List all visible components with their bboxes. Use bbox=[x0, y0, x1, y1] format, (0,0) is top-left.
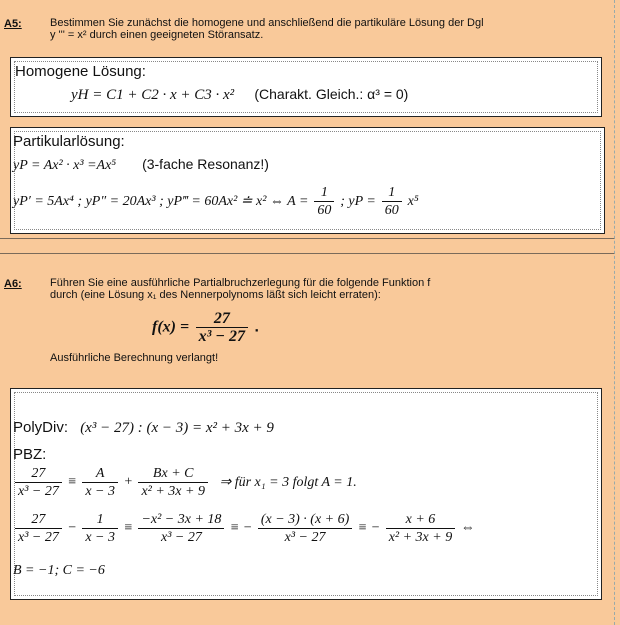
resonance-note: (3-fache Resonanz!) bbox=[142, 156, 269, 172]
section-divider-top bbox=[0, 238, 615, 239]
pbz1-frac-3-den: x² + 3x + 9 bbox=[141, 484, 205, 499]
task-a6-instruction: Ausführliche Berechnung verlangt! bbox=[50, 352, 219, 364]
pbz1-frac-2-num: A bbox=[82, 465, 118, 483]
pbz2-frac-5-den: x² + 3x + 9 bbox=[388, 530, 453, 545]
pbz2-eq-2: ≡ − bbox=[229, 520, 253, 536]
solution-box bbox=[10, 388, 602, 600]
pbz1-frac-1-num: 27 bbox=[15, 465, 62, 483]
yp-fraction bbox=[382, 184, 402, 219]
pbz2-minus: − bbox=[67, 520, 77, 536]
section-divider-bottom bbox=[0, 253, 615, 254]
pbz-row-1 bbox=[13, 465, 357, 500]
pbz2-frac-5 bbox=[386, 511, 456, 546]
function-fraction bbox=[196, 310, 249, 345]
particular-line2 bbox=[13, 184, 419, 219]
pbz2-frac-4-num: (x − 3) · (x + 6) bbox=[258, 511, 352, 529]
particular-derivatives: yP′ = 5Ax⁴ ; yP″ = 20Ax³ ; yP‴ = 60Ax² ≐ x² ⇔ A = bbox=[13, 194, 309, 210]
pbz2-frac-3-den: x³ − 27 bbox=[160, 530, 202, 545]
pbz1-eq: ≡ bbox=[67, 474, 77, 490]
pbz1-tail: ⇒ für x₁ = 3 folgt A = 1. bbox=[219, 474, 357, 490]
polydiv-row bbox=[13, 419, 274, 437]
homogeneous-title: Homogene Lösung: bbox=[15, 63, 146, 80]
pbz2-frac-1-num: 27 bbox=[15, 511, 62, 529]
pbz1-frac-1-den: x³ − 27 bbox=[18, 484, 59, 499]
homogeneous-formula: yH = C1 + C2 · x + C3 · x² bbox=[71, 87, 235, 103]
homogeneous-formula-row bbox=[71, 86, 408, 104]
page-margin-line bbox=[614, 0, 615, 625]
pbz1-frac-3-num: Bx + C bbox=[138, 465, 208, 483]
function-denominator: x³ − 27 bbox=[198, 328, 246, 345]
particular-yp-tail: x⁵ bbox=[407, 194, 419, 210]
task-a5-text bbox=[50, 17, 484, 41]
function-numerator: 27 bbox=[196, 310, 249, 328]
particular-yp-label: ; yP = bbox=[340, 194, 376, 210]
pbz1-frac-1 bbox=[15, 465, 62, 500]
A-fraction bbox=[314, 184, 334, 219]
task-a5-label: A5: bbox=[4, 18, 22, 30]
function-lhs: f(x) = bbox=[152, 318, 190, 336]
function-definition bbox=[152, 310, 259, 345]
pbz2-frac-4-den: x³ − 27 bbox=[284, 530, 326, 545]
pbz-label: PBZ: bbox=[13, 446, 47, 463]
pbz2-frac-4 bbox=[258, 511, 352, 546]
particular-title: Partikularlösung: bbox=[13, 133, 125, 150]
pbz2-frac-3 bbox=[138, 511, 224, 546]
task-a5-line2: y ''' = x² durch einen geeigneten Störansatz. bbox=[50, 29, 264, 41]
pbz1-frac-2 bbox=[82, 465, 118, 500]
A-fraction-num: 1 bbox=[314, 184, 334, 202]
task-a6-line2: durch (eine Lösung x₁ des Nennerpolynoms läßt sich leicht erraten): bbox=[50, 289, 381, 301]
pbz2-frac-2-num: 1 bbox=[82, 511, 118, 529]
characteristic-note: (Charakt. Gleich.: α³ = 0) bbox=[254, 86, 409, 102]
pbz2-eq-1: ≡ bbox=[123, 520, 133, 536]
pbz2-frac-3-num: −x² − 3x + 18 bbox=[138, 511, 224, 529]
polydiv-label: PolyDiv: bbox=[13, 419, 69, 436]
pbz2-iff: ⇔ bbox=[460, 518, 475, 535]
polydiv-formula: (x³ − 27) : (x − 3) = x² + 3x + 9 bbox=[80, 420, 274, 436]
particular-line1 bbox=[13, 156, 269, 174]
task-a5-line1: Bestimmen Sie zunächst die homogene und anschließend die partikuläre Lösung der Dgl bbox=[50, 17, 484, 29]
function-period: . bbox=[254, 318, 259, 336]
pbz2-frac-5-num: x + 6 bbox=[386, 511, 456, 529]
task-a6-line1: Führen Sie eine ausführliche Partialbruchzerlegung für die folgende Funktion f bbox=[50, 277, 431, 289]
pbz-result: B = −1; C = −6 bbox=[13, 563, 105, 578]
yp-fraction-den: 60 bbox=[384, 203, 399, 218]
homogeneous-box bbox=[10, 57, 602, 117]
task-a6-label: A6: bbox=[4, 278, 22, 290]
A-fraction-den: 60 bbox=[317, 203, 332, 218]
pbz2-frac-1-den: x³ − 27 bbox=[18, 530, 59, 545]
particular-box bbox=[10, 127, 605, 234]
pbz1-plus: + bbox=[123, 474, 133, 490]
pbz2-frac-2-den: x − 3 bbox=[85, 530, 115, 545]
pbz2-eq-3: ≡ − bbox=[357, 520, 381, 536]
particular-ansatz: yP = Ax² · x³ =Ax⁵ bbox=[13, 158, 117, 173]
pbz1-frac-2-den: x − 3 bbox=[85, 484, 115, 499]
pbz-row-2 bbox=[13, 511, 475, 546]
task-a6-text bbox=[50, 277, 430, 301]
pbz1-frac-3 bbox=[138, 465, 208, 500]
pbz2-frac-2 bbox=[82, 511, 118, 546]
yp-fraction-num: 1 bbox=[382, 184, 402, 202]
pbz2-frac-1 bbox=[15, 511, 62, 546]
